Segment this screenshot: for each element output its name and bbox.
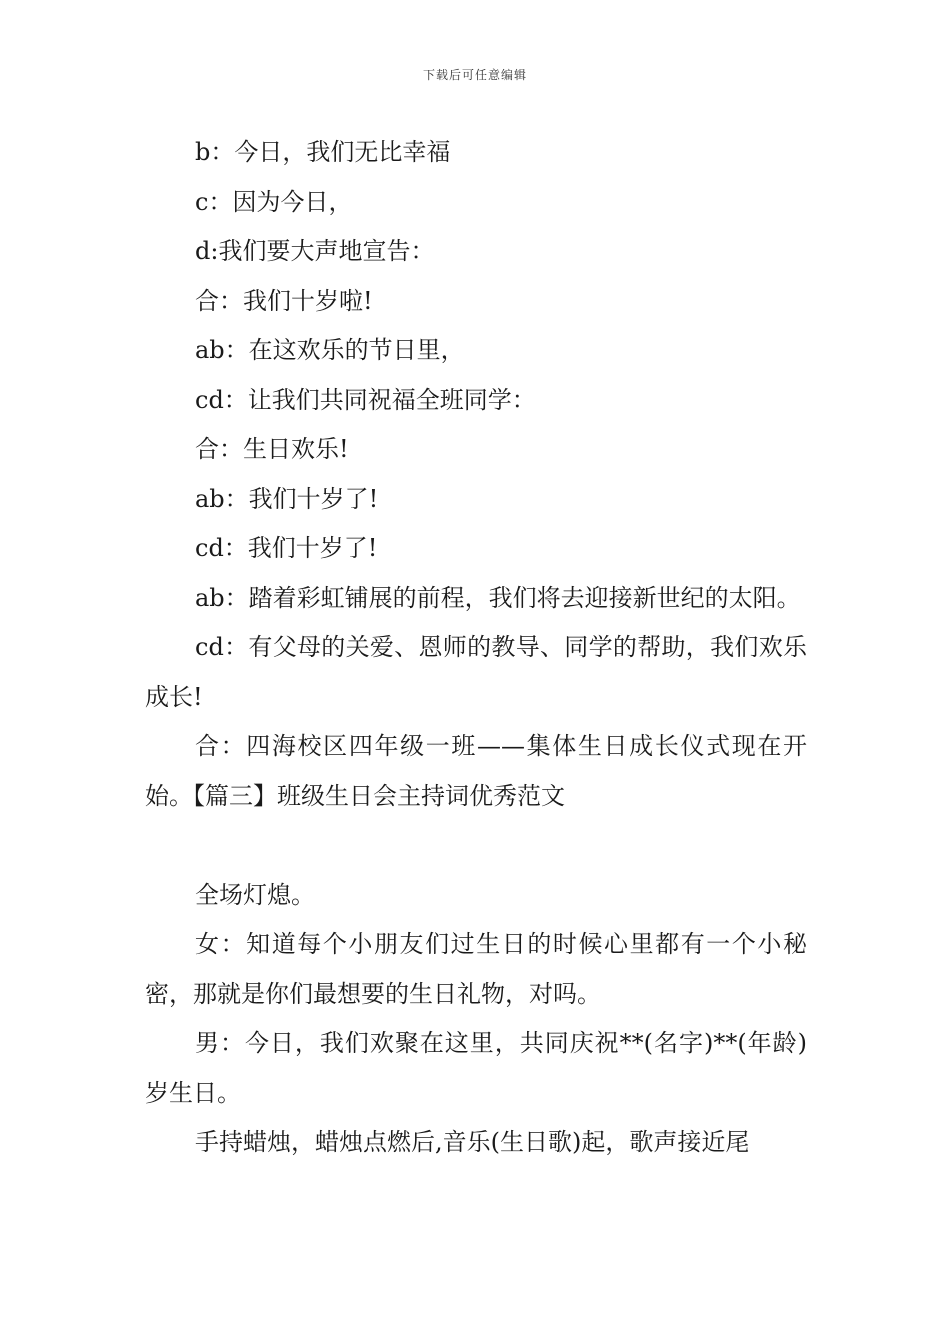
paragraph: 女：知道每个小朋友们过生日的时候心里都有一个小秘密，那就是你们最想要的生日礼物，对吗。 — [145, 930, 807, 1008]
paragraph: 合：四海校区四年级一班——集体生日成长仪式现在开始。【篇三】班级生日会主持词优秀范文 — [145, 732, 807, 810]
paragraph: ab：我们十岁了! — [195, 484, 379, 513]
paragraph: 合：生日欢乐! — [195, 435, 349, 463]
paragraph: b：今日，我们无比幸福 — [195, 138, 451, 166]
paragraph: cd：让我们共同祝福全班同学： — [195, 385, 536, 414]
paragraph: cd：我们十岁了! — [195, 534, 378, 562]
paragraph: cd：有父母的关爱、恩师的教导、同学的帮助，我们欢乐成长! — [145, 633, 807, 711]
paragraph: 手持蜡烛，蜡烛点燃后,音乐(生日歌)起，歌声接近尾 — [195, 1128, 750, 1156]
paragraph: c：因为今日， — [195, 187, 353, 216]
paragraph: 男：今日，我们欢聚在这里，共同庆祝**(名字)**(年龄)岁生日。 — [145, 1029, 807, 1107]
blank-line — [145, 821, 807, 871]
paragraph: ab：踏着彩虹铺展的前程，我们将去迎接新世纪的太阳。 — [195, 583, 801, 612]
paragraph: d:我们要大声地宣告： — [195, 237, 435, 265]
paragraph: 全场灯熄。 — [195, 880, 315, 909]
page-header-note: 下载后可任意编辑 — [422, 68, 527, 82]
paragraph: ab：在这欢乐的节日里， — [195, 336, 465, 364]
document-body — [145, 128, 807, 1168]
paragraph: 合：我们十岁啦! — [195, 286, 373, 315]
